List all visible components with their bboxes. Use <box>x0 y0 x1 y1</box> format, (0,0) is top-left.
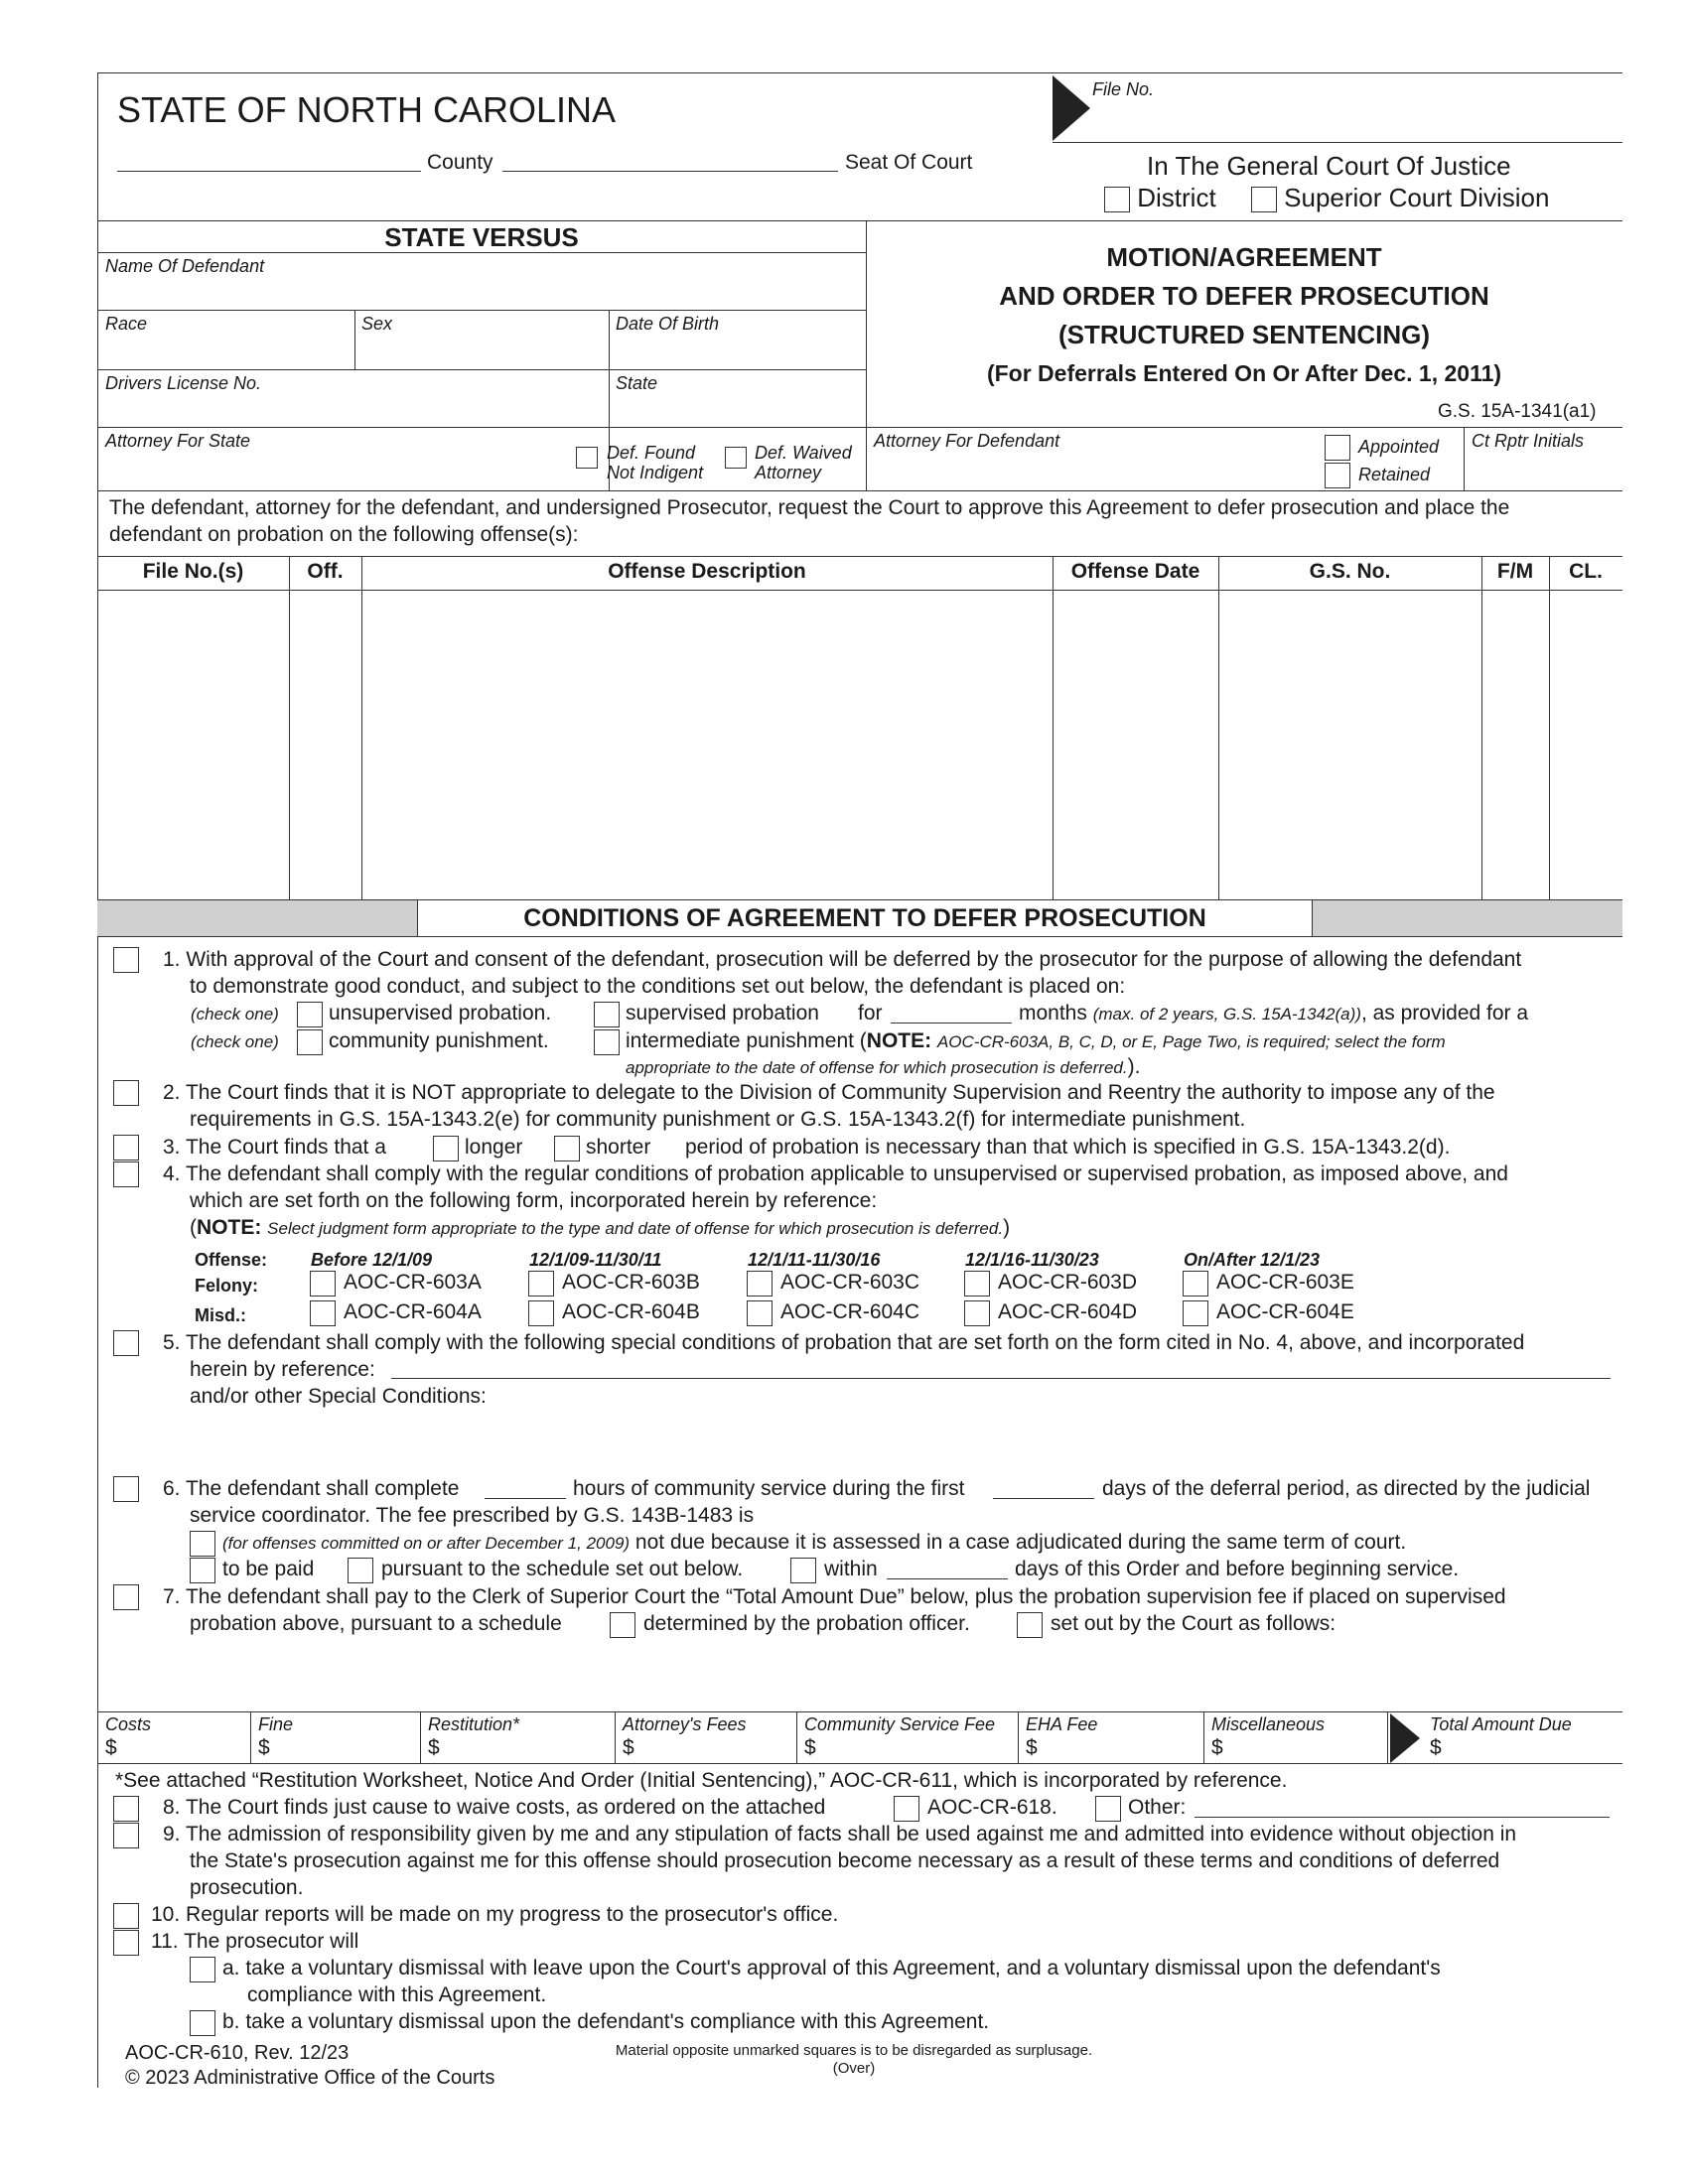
condition-2-checkbox[interactable] <box>113 1080 139 1106</box>
longer-checkbox[interactable] <box>433 1136 459 1161</box>
condition-2-line-b: requirements in G.S. 15A-1343.2(e) for community punishment or G.S. 15A-1343.2(f) for intermediate punishment. <box>190 1108 1246 1131</box>
restitution-currency[interactable]: $ <box>428 1736 440 1759</box>
def-found-label-1: Def. Found <box>607 443 696 463</box>
date-col-2: 12/1/11-11/30/16 <box>748 1250 881 1270</box>
fee-to-be-paid-checkbox[interactable] <box>190 1558 215 1583</box>
retained-checkbox[interactable] <box>1325 463 1350 488</box>
appointed-checkbox[interactable] <box>1325 435 1350 461</box>
intermediate-punishment-checkbox[interactable] <box>594 1029 620 1055</box>
rule <box>1018 1711 1019 1763</box>
felony-603a-checkbox[interactable] <box>310 1271 336 1297</box>
rule <box>1203 1711 1204 1763</box>
rule <box>97 252 866 253</box>
condition-11a-line-a: a. take a voluntary dismissal with leave upon the Court's approval of this Agreement, and a voluntary dismissal upon the defendant's <box>222 1957 1441 1979</box>
felony-603d-checkbox[interactable] <box>964 1271 990 1297</box>
misd-604b-label: AOC-CR-604B <box>562 1300 700 1323</box>
rule <box>97 427 1622 428</box>
offense-label: Offense: <box>195 1250 268 1270</box>
fee-within-label: within <box>824 1558 878 1580</box>
th-fm: F/M <box>1496 560 1534 583</box>
fine-currency[interactable]: $ <box>258 1736 270 1759</box>
condition-8-checkbox[interactable] <box>113 1796 139 1822</box>
c4-note-close: ) <box>1003 1216 1011 1239</box>
footer-note-block <box>556 2042 1152 2078</box>
fee-not-due-text: not due because it is assessed in a case adjudicated during the same term of court. <box>634 1531 1407 1554</box>
months-label: months <box>1019 1002 1087 1024</box>
def-waived-label-1: Def. Waived <box>755 443 852 463</box>
condition-6-b: service coordinator. The fee prescribed by G.S. 143B-1483 is <box>190 1504 755 1527</box>
condition-4-line-b: which are set forth on the following form, incorporated herein by reference: <box>190 1189 878 1212</box>
date-col-1: 12/1/09-11/30/11 <box>529 1250 662 1270</box>
rule <box>250 1711 251 1763</box>
felony-label: Felony: <box>195 1276 259 1296</box>
condition-9-line-b: the State's prosecution against me for this offense should prosecution become necessary as a result of these terms and conditions of deferred <box>190 1849 1500 1872</box>
date-col-4: On/After 12/1/23 <box>1184 1250 1321 1270</box>
superior-court-checkbox[interactable] <box>1251 187 1277 212</box>
note-word-1: NOTE: <box>866 1029 932 1052</box>
state-title: STATE OF NORTH CAROLINA <box>117 89 617 130</box>
attorney-fees-currency[interactable]: $ <box>623 1736 634 1759</box>
conditions-title: CONDITIONS OF AGREEMENT TO DEFER PROSECUTION <box>417 899 1313 937</box>
form-number: AOC-CR-610, Rev. 12/23 <box>125 2042 350 2064</box>
dl-state-label: State <box>616 373 658 393</box>
condition-5-line-c: and/or other Special Conditions: <box>190 1385 487 1408</box>
costs-currency[interactable]: $ <box>105 1736 117 1759</box>
drivers-license-label: Drivers License No. <box>105 373 262 393</box>
fee-pursuant-schedule-label: pursuant to the schedule set out below. <box>381 1558 744 1580</box>
rule <box>615 1711 616 1763</box>
schedule-court-label: set out by the Court as follows: <box>1051 1612 1336 1635</box>
payment-schedule-area[interactable] <box>190 1640 1610 1709</box>
note-603-text-b: appropriate to the date of offense for which prosecution is deferred. <box>626 1058 1128 1077</box>
misd-604d-label: AOC-CR-604D <box>998 1300 1138 1323</box>
community-service-fee-currency[interactable]: $ <box>804 1736 816 1759</box>
fine-label: Fine <box>258 1714 294 1734</box>
header-divider <box>97 220 1622 221</box>
condition-4-checkbox[interactable] <box>113 1161 139 1187</box>
condition-7-line-b: probation above, pursuant to a schedule <box>190 1612 562 1635</box>
condition-11-checkbox[interactable] <box>113 1930 139 1956</box>
attorney-fees-label: Attorney's Fees <box>623 1714 747 1734</box>
max-note: (max. of 2 years, G.S. 15A-1342(a)) <box>1092 1005 1361 1024</box>
date-col-3: 12/1/16-11/30/23 <box>965 1250 1099 1270</box>
misd-604c-checkbox[interactable] <box>747 1300 773 1326</box>
restitution-label: Restitution* <box>428 1714 520 1734</box>
intro-line2: defendant on probation on the following offense(s): <box>109 523 579 546</box>
surplusage-note: Material opposite unmarked squares is to be disregarded as surplusage. <box>615 2042 1093 2059</box>
shorter-checkbox[interactable] <box>554 1136 580 1161</box>
file-no-label: File No. <box>1092 79 1155 99</box>
fee-pursuant-schedule-checkbox[interactable] <box>348 1558 373 1583</box>
seat-of-court-label: Seat Of Court <box>845 151 973 174</box>
probation-months-input[interactable] <box>891 1003 1012 1024</box>
eha-fee-label: EHA Fee <box>1026 1714 1098 1734</box>
county-label: County <box>427 151 493 174</box>
rule <box>97 1763 1622 1764</box>
check-one-label-2: (check one) <box>191 1032 279 1051</box>
county-input[interactable] <box>117 151 421 172</box>
misd-604b-checkbox[interactable] <box>528 1300 554 1326</box>
community-service-hours-input[interactable] <box>485 1478 566 1499</box>
aoc-cr-618-checkbox[interactable] <box>894 1796 919 1822</box>
unsupervised-checkbox[interactable] <box>297 1002 323 1027</box>
form-title-line2: AND ORDER TO DEFER PROSECUTION <box>999 281 1489 311</box>
top-border <box>97 72 1622 73</box>
miscellaneous-label: Miscellaneous <box>1211 1714 1326 1734</box>
rule <box>97 1711 1622 1712</box>
condition-6-a3: days of the deferral period, as directed by the judicial <box>1102 1477 1591 1500</box>
def-waived-attorney-checkbox[interactable] <box>725 447 747 469</box>
condition-3-checkbox[interactable] <box>113 1135 139 1160</box>
felony-603a-label: AOC-CR-603A <box>344 1271 482 1294</box>
ct-rptr-initials-label: Ct Rptr Initials <box>1472 431 1585 451</box>
for-label: for <box>858 1002 883 1024</box>
attorney-for-state-label: Attorney For State <box>105 431 251 451</box>
dob-label: Date Of Birth <box>616 314 720 334</box>
district-checkbox[interactable] <box>1104 187 1130 212</box>
fee-to-be-paid-label: to be paid <box>222 1558 315 1580</box>
condition-10-text: 10. Regular reports will be made on my progress to the prosecutor's office. <box>151 1903 839 1926</box>
form-title-line1: MOTION/AGREEMENT <box>1106 242 1382 272</box>
date-col-0: Before 12/1/09 <box>311 1250 433 1270</box>
rule <box>97 310 866 311</box>
state-versus-heading: STATE VERSUS <box>384 222 579 252</box>
rule <box>354 310 355 369</box>
race-label: Race <box>105 314 148 334</box>
misd-label: Misd.: <box>195 1305 246 1325</box>
left-border <box>97 72 98 2088</box>
restitution-note: *See attached “Restitution Worksheet, Notice And Order (Initial Sentencing),” AOC-CR-611, which is incorporated by reference. <box>115 1769 1288 1792</box>
form-title <box>866 238 1622 393</box>
condition-5-line-a: 5. The defendant shall comply with the following special conditions of probation that are set forth on the form cited in No. 4, above, and incorporated <box>163 1331 1525 1354</box>
condition-2-line-a: 2. The Court finds that it is NOT appropriate to delegate to the Division of Community Supervision and Reentry the authority to impose any of the <box>163 1081 1495 1104</box>
th-offense-description: Offense Description <box>608 560 806 583</box>
condition-1-checkbox[interactable] <box>113 947 139 973</box>
condition-9-line-c: prosecution. <box>190 1876 304 1899</box>
community-service-days-input[interactable] <box>993 1478 1094 1499</box>
misd-604c-label: AOC-CR-604C <box>780 1300 920 1323</box>
th-offense-date: Offense Date <box>1070 560 1200 583</box>
condition-9-checkbox[interactable] <box>113 1823 139 1848</box>
rule <box>420 1711 421 1763</box>
schedule-court-checkbox[interactable] <box>1017 1612 1043 1638</box>
felony-603e-label: AOC-CR-603E <box>1216 1271 1354 1294</box>
total-amount-due-currency[interactable]: $ <box>1430 1736 1442 1759</box>
fee-not-due-checkbox[interactable] <box>190 1531 215 1557</box>
longer-label: longer <box>465 1136 523 1159</box>
eha-fee-currency[interactable]: $ <box>1026 1736 1038 1759</box>
name-of-defendant-label: Name Of Defendant <box>105 256 265 276</box>
def-found-not-indigent-checkbox[interactable] <box>576 447 598 469</box>
supervised-checkbox[interactable] <box>594 1002 620 1027</box>
condition-6-a1: 6. The defendant shall complete <box>163 1477 460 1500</box>
sex-label: Sex <box>361 314 393 334</box>
file-no-input[interactable] <box>1100 103 1617 139</box>
arrow-marker-icon <box>1053 75 1090 141</box>
attorney-for-defendant-label: Attorney For Defendant <box>874 431 1060 451</box>
condition-6-a2: hours of community service during the first <box>573 1477 965 1500</box>
copyright: © 2023 Administrative Office of the Courts <box>125 2067 495 2089</box>
rule <box>97 590 1622 591</box>
fee-within-checkbox[interactable] <box>790 1558 816 1583</box>
total-arrow-marker-icon <box>1390 1713 1420 1763</box>
over-label: (Over) <box>832 2060 876 2077</box>
c4-note-open: ( <box>190 1216 197 1239</box>
community-punishment-label: community punishment. <box>329 1029 549 1052</box>
condition-11b-text: b. take a voluntary dismissal upon the defendant's compliance with this Agreement. <box>222 2010 990 2033</box>
form-title-line3: (STRUCTURED SENTENCING) <box>1057 320 1431 349</box>
condition-10-checkbox[interactable] <box>113 1903 139 1929</box>
waive-other-input[interactable] <box>1195 1797 1610 1818</box>
intermediate-label: intermediate punishment ( <box>626 1029 867 1052</box>
condition-11a-line-b: compliance with this Agreement. <box>247 1983 547 2006</box>
superior-label: Superior Court Division <box>1284 183 1550 212</box>
felony-603b-checkbox[interactable] <box>528 1271 554 1297</box>
c4-note-word: NOTE: <box>197 1216 262 1239</box>
felony-603b-label: AOC-CR-603B <box>562 1271 700 1294</box>
condition-6-checkbox[interactable] <box>113 1476 139 1502</box>
fee-within-days-input[interactable] <box>887 1559 1008 1579</box>
schedule-probation-officer-checkbox[interactable] <box>610 1612 635 1638</box>
condition-4-line-a: 4. The defendant shall comply with the regular conditions of probation applicable to unsupervised or supervised probation, as imposed above, and <box>163 1162 1508 1185</box>
miscellaneous-currency[interactable]: $ <box>1211 1736 1223 1759</box>
th-gs-no: G.S. No. <box>1309 560 1391 583</box>
felony-603c-label: AOC-CR-603C <box>780 1271 920 1294</box>
offense-table-body[interactable] <box>99 594 1620 897</box>
condition-3-line-a: 3. The Court finds that a <box>163 1136 386 1159</box>
misd-604a-label: AOC-CR-604A <box>344 1300 482 1323</box>
waive-other-label: Other: <box>1128 1796 1187 1819</box>
note-close: ). <box>1127 1055 1141 1078</box>
misd-604e-label: AOC-CR-604E <box>1216 1300 1354 1323</box>
special-conditions-input[interactable] <box>391 1358 1611 1379</box>
condition-11a-checkbox[interactable] <box>190 1957 215 1982</box>
seat-of-court-input[interactable] <box>502 151 838 172</box>
community-service-fee-label: Community Service Fee <box>804 1714 996 1734</box>
condition-11b-checkbox[interactable] <box>190 2010 215 2036</box>
unsupervised-label: unsupervised probation. <box>329 1002 552 1024</box>
fee-days-label: days of this Order and before beginning service. <box>1015 1558 1460 1580</box>
schedule-probation-officer-label: determined by the probation officer. <box>643 1612 970 1635</box>
condition-11-text: 11. The prosecutor will <box>151 1930 359 1953</box>
misd-604e-checkbox[interactable] <box>1183 1300 1208 1326</box>
c4-note-text: Select judgment form appropriate to the type and date of offense for which prosecution is deferred. <box>267 1219 1004 1238</box>
rule <box>796 1711 797 1763</box>
rule <box>97 369 866 370</box>
condition-7-line-a: 7. The defendant shall pay to the Clerk of Superior Court the “Total Amount Due” below, plus the probation supervision fee if placed on supervised <box>163 1585 1506 1608</box>
condition-1-line-b: to demonstrate good conduct, and subject to the conditions set out below, the defendant is placed on: <box>190 975 1126 998</box>
shorter-label: shorter <box>586 1136 651 1159</box>
condition-8-line-a: 8. The Court finds just cause to waive costs, as ordered on the attached <box>163 1796 826 1819</box>
felony-603e-checkbox[interactable] <box>1183 1271 1208 1297</box>
felony-603c-checkbox[interactable] <box>747 1271 773 1297</box>
condition-5-line-b: herein by reference: <box>190 1358 375 1381</box>
other-special-conditions-area[interactable] <box>190 1414 1610 1473</box>
th-cl: CL. <box>1569 560 1603 583</box>
form-title-line4: (For Deferrals Entered On Or After Dec. 1, 2011) <box>986 360 1502 386</box>
as-provided-label: , as provided for a <box>1360 1002 1529 1024</box>
statute-ref: G.S. 15A-1341(a1) <box>1438 401 1597 422</box>
waive-other-checkbox[interactable] <box>1095 1796 1121 1822</box>
condition-5-checkbox[interactable] <box>113 1330 139 1356</box>
rule <box>1464 427 1465 490</box>
total-amount-due-label: Total Amount Due <box>1430 1714 1572 1734</box>
fee-not-due-ital: (for offenses committed on or after December 1, 2009) <box>222 1534 631 1553</box>
condition-7-checkbox[interactable] <box>113 1584 139 1610</box>
costs-label: Costs <box>105 1714 152 1734</box>
misd-604d-checkbox[interactable] <box>964 1300 990 1326</box>
retained-label: Retained <box>1358 465 1431 484</box>
th-file-no: File No.(s) <box>142 560 244 583</box>
felony-603d-label: AOC-CR-603D <box>998 1271 1138 1294</box>
condition-3-line-b: period of probation is necessary than that which is specified in G.S. 15A-1343.2(d). <box>685 1136 1451 1159</box>
rule <box>97 490 1622 491</box>
condition-9-line-a: 9. The admission of responsibility given by me and any stipulation of facts shall be used against me and admitted into evidence without objection in <box>163 1823 1517 1845</box>
aoc-cr-618-label: AOC-CR-618. <box>927 1796 1057 1819</box>
check-one-label-1: (check one) <box>191 1005 279 1024</box>
appointed-label: Appointed <box>1358 437 1440 457</box>
supervised-label: supervised probation <box>626 1002 819 1024</box>
intro-line1: The defendant, attorney for the defendant, and undersigned Prosecutor, request the Court to approve this Agreement to defer prosecution and place the <box>109 496 1510 519</box>
def-waived-label-2: Attorney <box>755 463 822 482</box>
district-label: District <box>1137 183 1216 212</box>
misd-604a-checkbox[interactable] <box>310 1300 336 1326</box>
rule <box>1387 1711 1388 1763</box>
community-punishment-checkbox[interactable] <box>297 1029 323 1055</box>
condition-1-line-a: 1. With approval of the Court and consent of the defendant, prosecution will be deferred by the prosecutor for the purpose of allowing the defendant <box>163 948 1522 971</box>
th-off: Off. <box>307 560 344 583</box>
court-title: In The General Court Of Justice <box>1147 151 1511 181</box>
file-no-underline <box>1053 142 1622 143</box>
rule <box>97 556 1622 557</box>
name-of-defendant-input[interactable] <box>105 278 860 308</box>
note-603-text: AOC-CR-603A, B, C, D, or E, Page Two, is required; select the form <box>936 1032 1446 1051</box>
def-found-label-2: Not Indigent <box>607 463 704 482</box>
